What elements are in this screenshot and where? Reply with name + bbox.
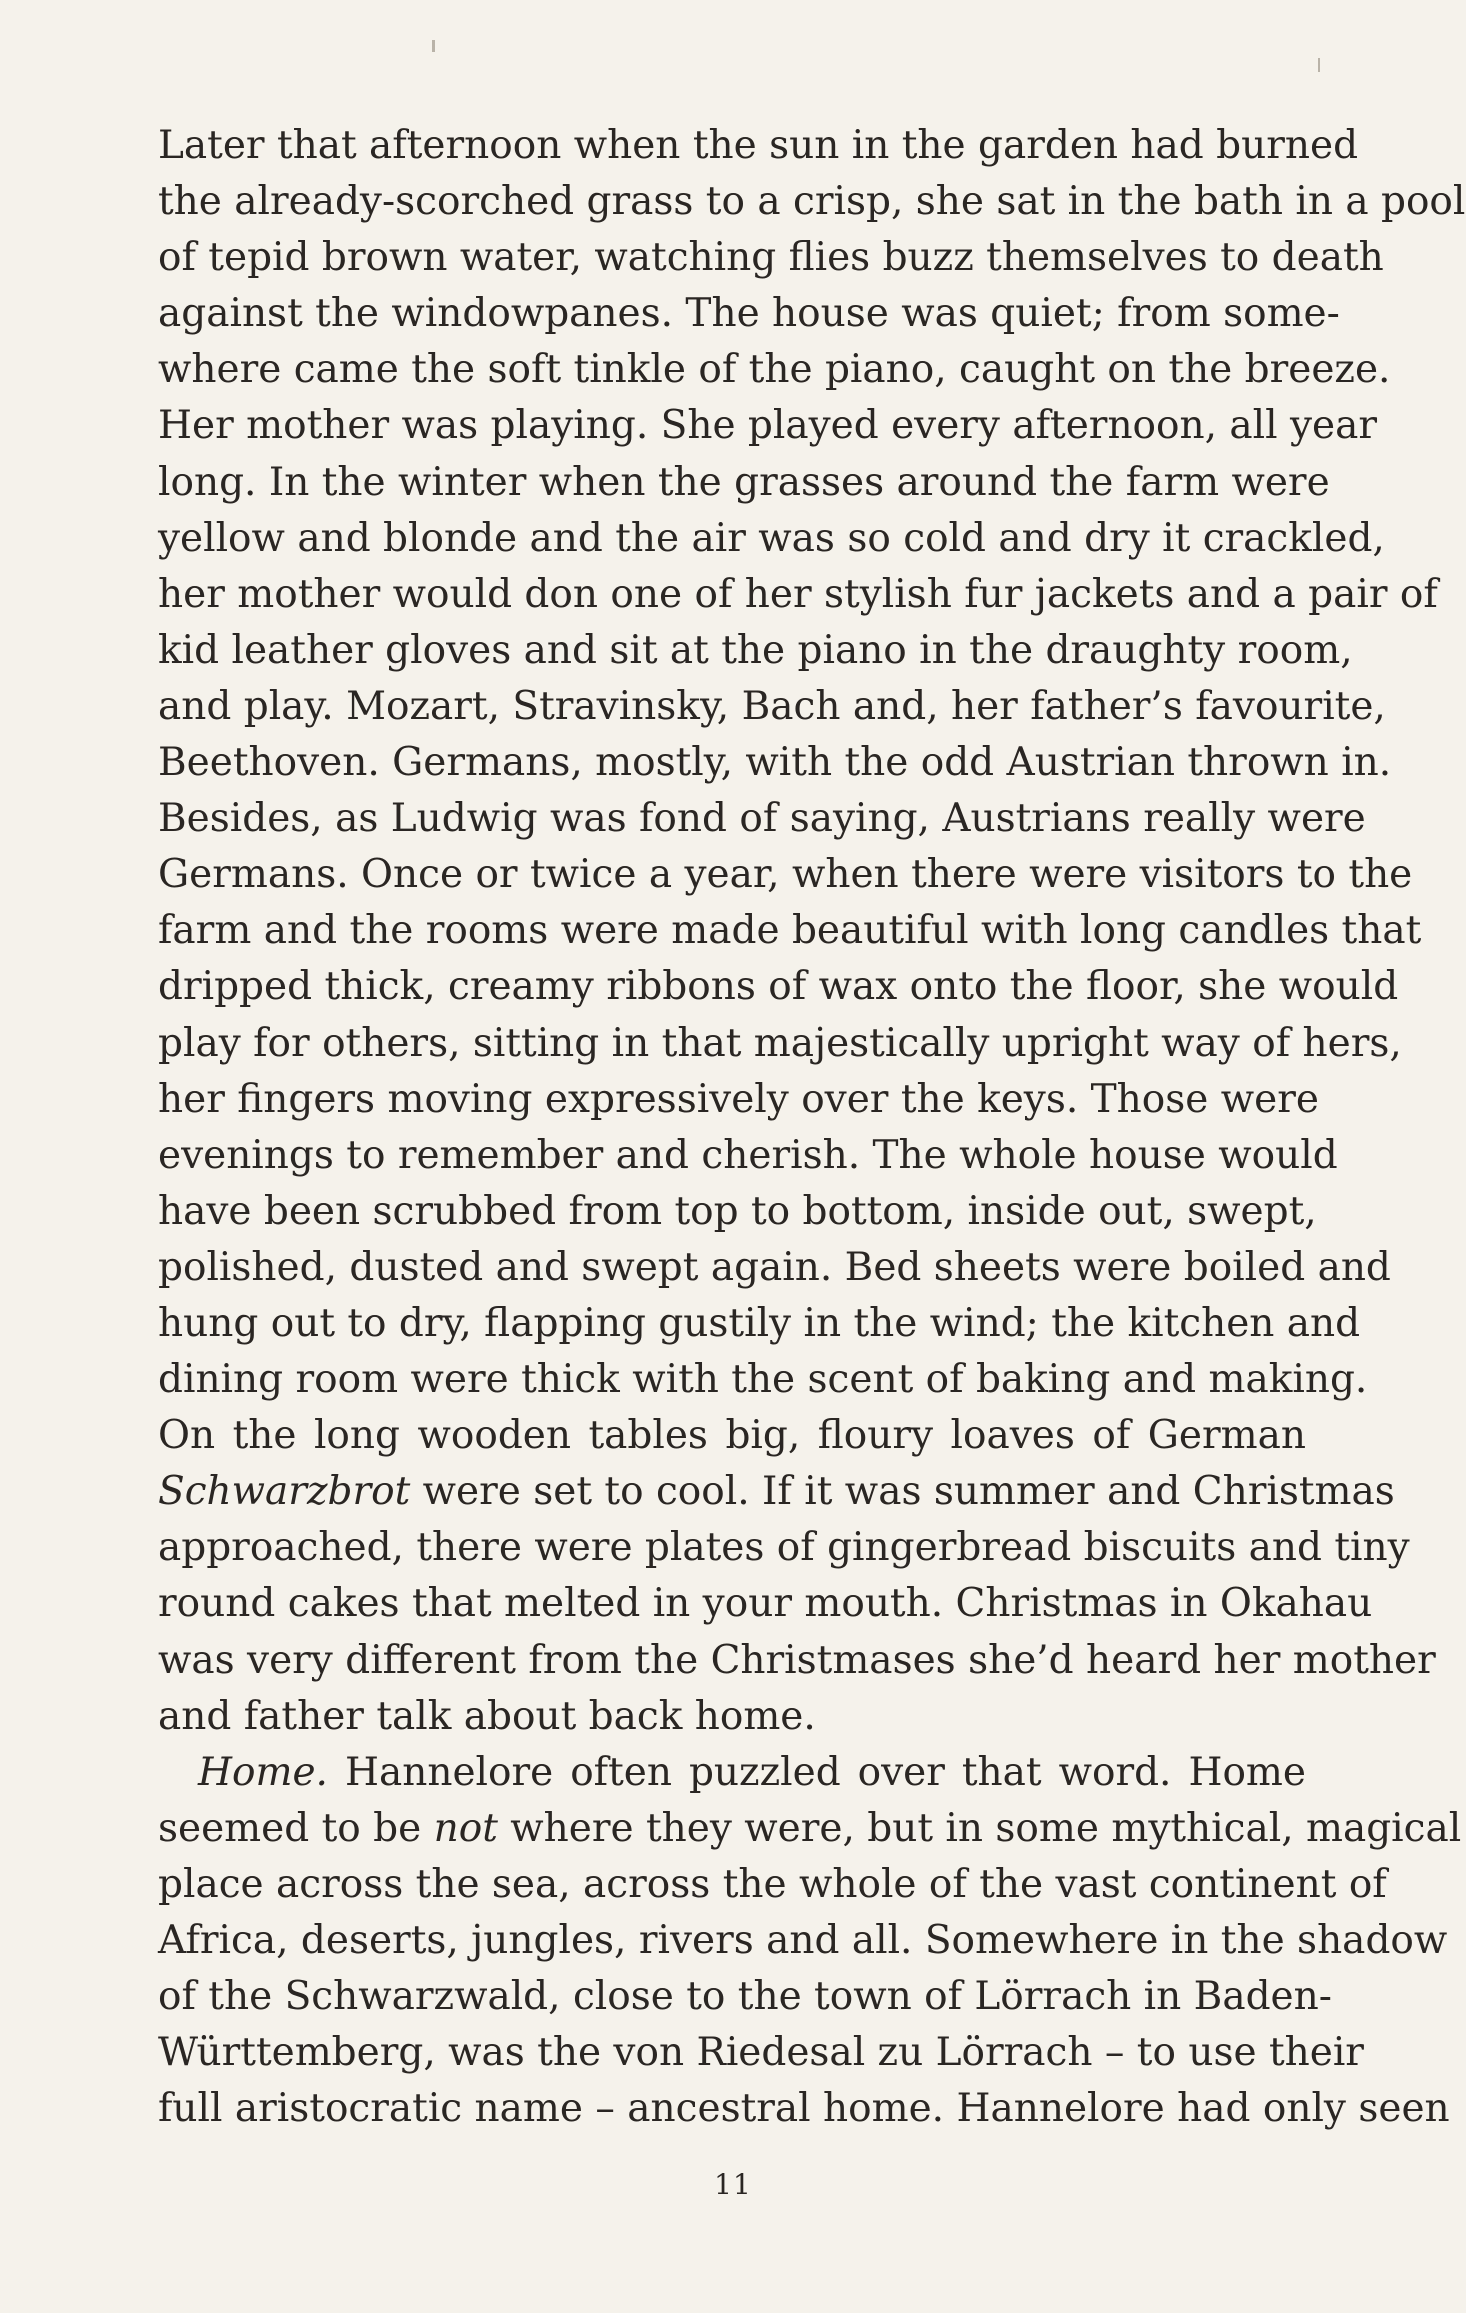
text-line xyxy=(158,342,1391,398)
text-line xyxy=(158,1016,1402,1072)
text-run: Beethoven. Germans, mostly, with the odd Austrian thrown in. xyxy=(158,740,1392,786)
text-run: Africa, deserts, jungles, rivers and all. Somewhere in the shadow xyxy=(158,1918,1448,1963)
text-line xyxy=(158,623,1353,679)
text-run: long. In the winter when the grasses around the farm were xyxy=(158,459,1330,505)
text-run: and play. Mozart, Stravinsky, Bach and, her father’s favourite, xyxy=(158,683,1386,729)
text-run: kid leather gloves and sit at the piano in the draughty room, xyxy=(158,627,1353,673)
text-run: dripped thick, creamy ribbons of wax onto the floor, she would xyxy=(158,964,1399,1010)
text-line xyxy=(158,679,1386,735)
text-line xyxy=(158,1633,1436,1689)
text-line xyxy=(158,903,1422,959)
text-line xyxy=(158,791,1366,847)
text-run: have been scrubbed from top to bottom, inside out, swept, xyxy=(158,1188,1317,1234)
text-run: her fingers moving expressively over the keys. Those were xyxy=(158,1076,1319,1122)
text-line xyxy=(158,1745,1306,1801)
text-run: seemed to be xyxy=(158,1805,434,1851)
text-run: Württemberg, was the von Riedesal zu Lörrach – to use their xyxy=(158,2030,1364,2076)
text-line xyxy=(158,1240,1391,1296)
text-run: round cakes that melted in your mouth. Christmas in Okahau xyxy=(158,1581,1373,1627)
text-line xyxy=(158,511,1385,567)
text-run: place across the sea, across the whole of the vast continent of xyxy=(158,1861,1387,1907)
text-run: Besides, as Ludwig was fond of saying, Austrians really were xyxy=(158,796,1366,842)
text-run: evenings to remember and cherish. The whole house would xyxy=(158,1132,1338,1178)
text-line xyxy=(158,1520,1410,1576)
text-run: of the Schwarzwald, close to the town of Lörrach in Baden- xyxy=(158,1974,1332,2020)
text-line xyxy=(158,847,1413,903)
text-line xyxy=(158,1128,1338,1184)
text-line xyxy=(158,2025,1364,2081)
text-line xyxy=(158,118,1359,174)
italic-text: Home. xyxy=(198,1749,328,1795)
text-run: dining room were thick with the scent of baking and making. xyxy=(158,1357,1368,1403)
text-line xyxy=(158,398,1378,454)
text-line xyxy=(158,1913,1448,1969)
text-run: where came the soft tinkle of the piano, caught on the breeze. xyxy=(158,347,1391,393)
text-line xyxy=(158,1969,1332,2025)
text-line xyxy=(158,1464,1395,1520)
text-line xyxy=(158,174,1466,230)
italic-text: not xyxy=(433,1805,498,1851)
text-line xyxy=(158,1184,1317,1240)
text-line xyxy=(158,286,1340,342)
body-text xyxy=(158,118,1466,2137)
text-run: Germans. Once or twice a year, when there were visitors to the xyxy=(158,852,1413,898)
text-run: play for others, sitting in that majestically upright way of hers, xyxy=(158,1020,1402,1066)
text-line xyxy=(158,1689,1306,1745)
text-run: against the windowpanes. The house was quiet; from some- xyxy=(158,291,1340,337)
text-run: where they were, but in some mythical, magical xyxy=(497,1805,1462,1851)
text-run: farm and the rooms were made beautiful with long candles that xyxy=(158,908,1422,954)
text-line xyxy=(158,2081,1450,2137)
italic-text: Schwarzbrot xyxy=(158,1469,411,1515)
text-line xyxy=(158,1857,1387,1913)
text-line xyxy=(158,1801,1462,1857)
text-run: of tepid brown water, watching flies buzz themselves to death xyxy=(158,235,1384,281)
text-run: approached, there were plates of gingerbread biscuits and tiny xyxy=(158,1525,1410,1571)
paper-speck xyxy=(432,40,435,52)
paper-speck xyxy=(1318,58,1320,72)
text-line xyxy=(158,1576,1373,1632)
text-line xyxy=(158,567,1438,623)
page-number: 11 xyxy=(714,2168,752,2201)
text-run: Her mother was playing. She played every afternoon, all year xyxy=(158,403,1378,449)
text-line xyxy=(158,1408,1306,1464)
text-line xyxy=(158,1296,1361,1352)
text-run: Hannelore often puzzled over that word. Home xyxy=(327,1749,1306,1795)
text-line xyxy=(158,1352,1368,1408)
text-line xyxy=(158,959,1399,1015)
text-line xyxy=(158,1072,1319,1128)
text-run: was very different from the Christmases she’d heard her mother xyxy=(158,1637,1436,1683)
text-run: her mother would don one of her stylish fur jackets and a pair of xyxy=(158,571,1438,617)
text-run: the already-scorched grass to a crisp, she sat in the bath in a pool xyxy=(158,179,1466,225)
text-line xyxy=(158,455,1330,511)
text-run: full aristocratic name – ancestral home. Hannelore had only seen xyxy=(158,2086,1450,2132)
text-line xyxy=(158,230,1384,286)
text-run: hung out to dry, flapping gustily in the wind; the kitchen and xyxy=(158,1300,1361,1346)
text-run: Later that afternoon when the sun in the garden had burned xyxy=(158,123,1359,168)
text-run: On the long wooden tables big, floury loaves of German xyxy=(158,1413,1306,1459)
text-run: yellow and blonde and the air was so cold and dry it crackled, xyxy=(158,515,1385,561)
text-run: were set to cool. If it was summer and Christmas xyxy=(410,1469,1395,1515)
text-line xyxy=(158,735,1392,791)
text-run: and father talk about back home. xyxy=(158,1693,816,1739)
text-run: polished, dusted and swept again. Bed sheets were boiled and xyxy=(158,1244,1391,1290)
